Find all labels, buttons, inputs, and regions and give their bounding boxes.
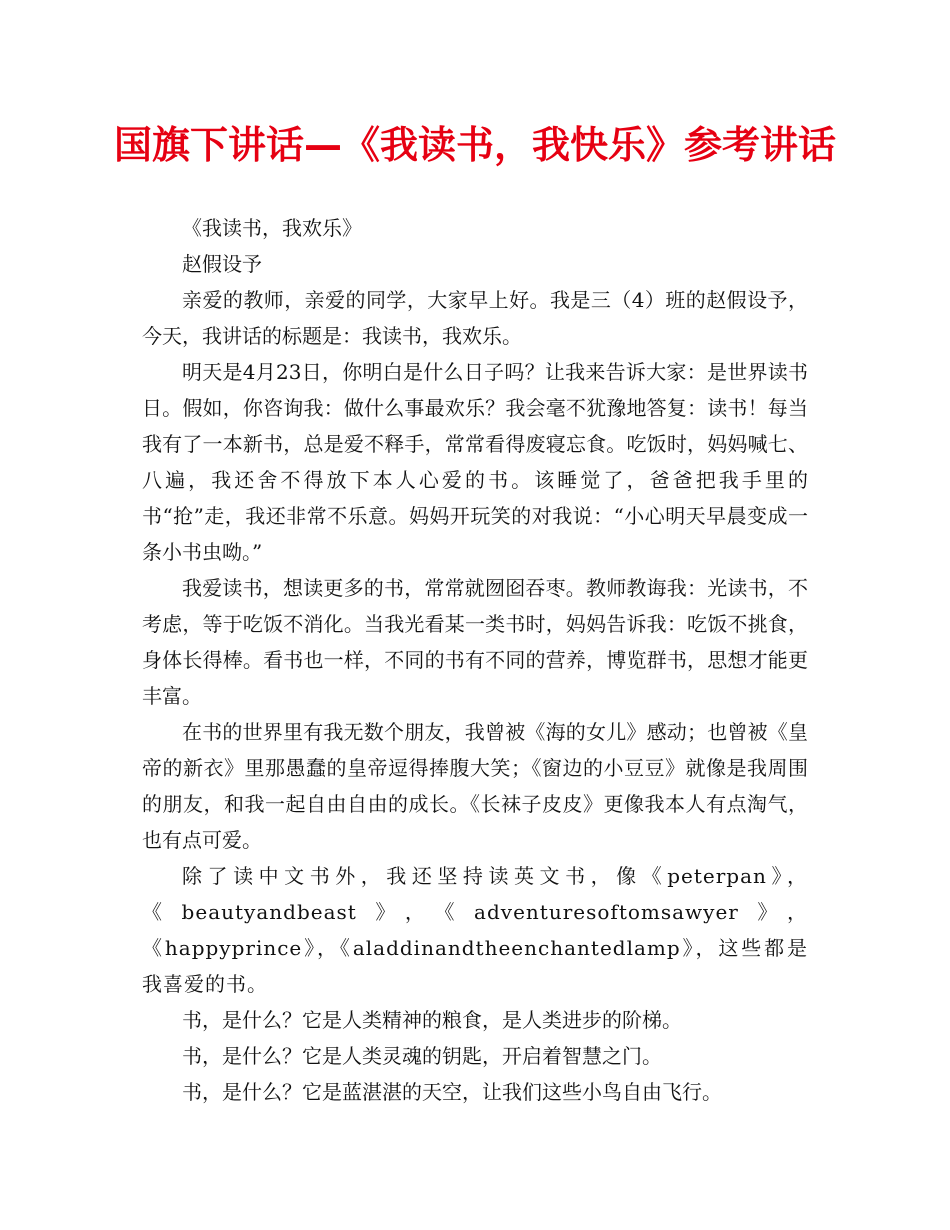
- author-line: 赵假设予: [182, 252, 262, 276]
- paragraph: 书，是什么？它是人类精神的粮食，是人类进步的阶梯。: [182, 1008, 682, 1032]
- paragraph: 除了读中文书外，我还坚持读英文书，像《peterpan》，《beautyandbeast》，《adventuresoftomsawyer》，《happyprince》，《aladdinandtheenchantedlamp》，这些都是我喜爱的书。: [142, 864, 808, 996]
- page-title: 国旗下讲话—《我读书，我快乐》参考讲话: [113, 123, 836, 167]
- paragraph: 亲爱的教师，亲爱的同学，大家早上好。我是三（4）班的赵假设予，今天，我讲话的标题是：我读书，我欢乐。: [142, 288, 808, 348]
- document-body: [142, 210, 808, 1110]
- paragraph: 书，是什么？它是人类灵魂的钥匙，开启着智慧之门。: [182, 1044, 662, 1068]
- paragraph: 明天是4月23日，你明白是什么日子吗？让我来告诉大家：是世界读书日。假如，你咨询我：做什么事最欢乐？我会毫不犹豫地答复：读书！每当我有了一本新书，总是爱不释手，常常看得废寝忘食。吃饭时，妈妈喊七、八遍，我还舍不得放下本人心爱的书。该睡觉了，爸爸把我手里的书“抢”走，我还非常不乐意。妈妈开玩笑的对我说：“小心明天早晨变成一条小书虫呦。”: [142, 360, 808, 564]
- paragraph: 在书的世界里有我无数个朋友，我曾被《海的女儿》感动；也曾被《皇帝的新衣》里那愚蠢的皇帝逗得捧腹大笑；《窗边的小豆豆》就像是我周围的朋友，和我一起自由自由的成长。《长袜子皮皮》更像我本人有点淘气，也有点可爱。: [142, 720, 808, 852]
- paragraph: 我爱读书，想读更多的书，常常就囫囵吞枣。教师教诲我：光读书，不考虑，等于吃饭不消化。当我光看某一类书时，妈妈告诉我：吃饭不挑食，身体长得棒。看书也一样，不同的书有不同的营养，博览群书，思想才能更丰富。: [142, 576, 808, 708]
- paragraph: 书，是什么？它是蓝湛湛的天空，让我们这些小鸟自由飞行。: [182, 1080, 722, 1104]
- book-title-line: 《我读书，我欢乐》: [182, 216, 362, 240]
